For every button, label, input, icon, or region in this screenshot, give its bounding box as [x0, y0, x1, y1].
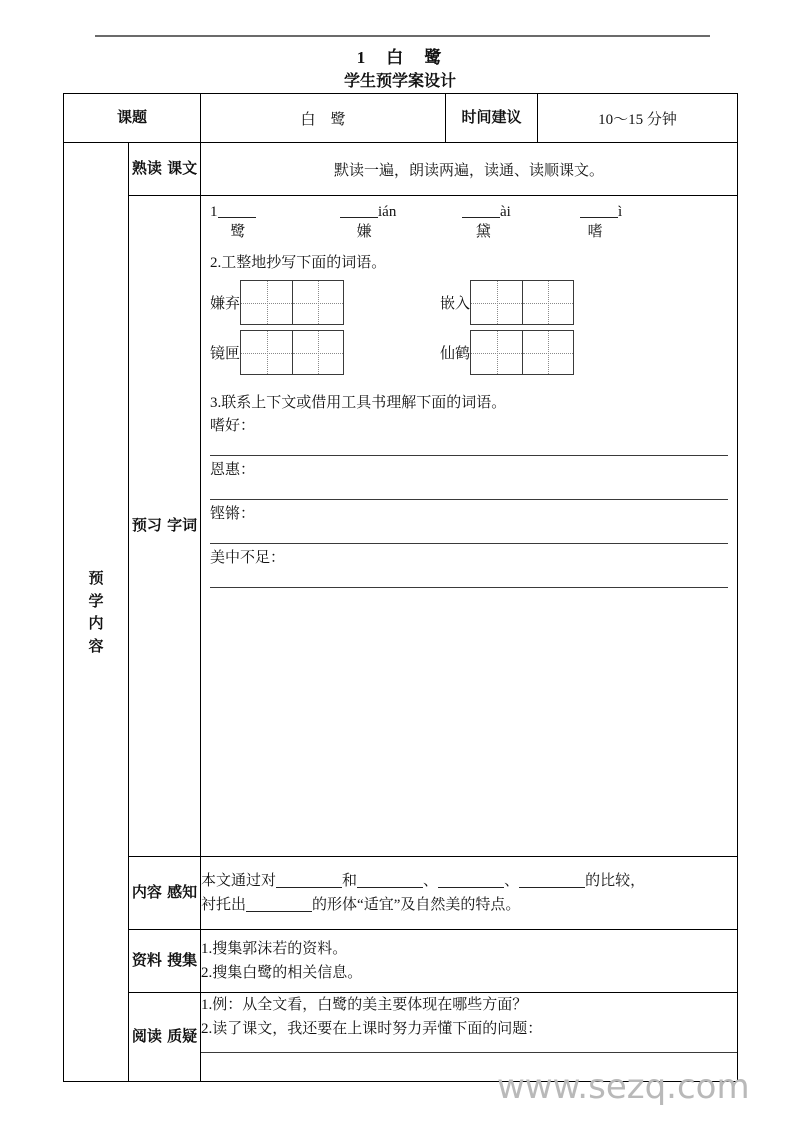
- vocabulary-answer-line-2[interactable]: [210, 543, 728, 544]
- cs-blank-0[interactable]: [276, 887, 342, 888]
- row-label-read-aloud: [129, 143, 201, 196]
- watermark: www.sezq.com: [497, 1067, 750, 1107]
- pinyin-exercise: [201, 196, 737, 276]
- table-row-content-sense: [64, 857, 738, 930]
- pinyin-char-1: 嫌: [356, 223, 372, 240]
- vocabulary-item-3: [210, 546, 728, 588]
- pinyin-char-0: 鹭: [230, 223, 246, 240]
- pinyin-item-0: [210, 204, 256, 240]
- cs-text-d: 、: [504, 872, 520, 889]
- page-title: 1 白 鹭: [356, 48, 444, 67]
- tianzige-cell[interactable]: [241, 331, 292, 374]
- content-sense-content: [201, 857, 738, 930]
- cs-text-c: 、: [423, 872, 439, 889]
- copy-word-label-0: 嫌弃: [210, 296, 241, 312]
- section-label-preview-content: [64, 143, 129, 1082]
- read-aloud-instruction: 默读一遍，朗读两遍，读通、读顺课文。: [201, 143, 738, 196]
- tianzige-cell[interactable]: [292, 281, 343, 324]
- vocabulary-content: [201, 196, 738, 857]
- vocabulary-term-1: 恩惠：: [210, 462, 256, 478]
- tianzige-cell[interactable]: [292, 331, 343, 374]
- vocabulary-term-0: 嗜好：: [210, 418, 256, 434]
- row-label-line-0: 熟读: [131, 159, 162, 178]
- copy-word-1: [440, 280, 574, 325]
- cs-text-b: 和: [342, 872, 358, 889]
- copy-word-3: [440, 330, 574, 375]
- task1-number: 1: [210, 204, 218, 220]
- row-label-line-1: 字词: [167, 516, 198, 535]
- section-label-char-0: 预: [88, 569, 104, 587]
- worksheet-table: [63, 93, 738, 1082]
- task3-instruction: 3.联系上下文或借用工具书理解下面的词语。: [210, 395, 507, 411]
- pinyin-blank-1[interactable]: [340, 217, 378, 218]
- copy-word-row-0: [210, 280, 728, 330]
- vocabulary-answer-line-1[interactable]: [210, 499, 728, 500]
- vocabulary-item-1: [210, 458, 728, 500]
- row-label-line-1: 质疑: [167, 1027, 198, 1046]
- section-label-char-2: 内: [88, 614, 104, 632]
- pinyin-char-2: 黛: [475, 223, 491, 240]
- reading-question-answer-line[interactable]: [201, 1052, 737, 1053]
- header-divider: [95, 35, 710, 37]
- vocabulary-item-0: [210, 414, 728, 456]
- pinyin-item-3: [580, 204, 622, 240]
- material-item-1: 2.搜集白鹭的相关信息。: [201, 965, 363, 981]
- material-item-0: 1.搜集郭沫若的资料。: [201, 940, 348, 957]
- topic-value: 白 鹭: [201, 94, 446, 143]
- reading-question-item-1: 2.读了课文，我还要在上课时努力弄懂下面的问题：: [201, 1021, 543, 1038]
- row-label-content-sense: [129, 857, 201, 930]
- tianzige-cell[interactable]: [471, 281, 522, 324]
- row-label-line-1: 课文: [167, 159, 198, 178]
- vocabulary-term-2: 铿锵：: [210, 506, 256, 522]
- pinyin-text-1: ián: [378, 204, 397, 220]
- copy-word-row-1: [210, 330, 728, 380]
- vocabulary-term-3: 美中不足：: [210, 550, 286, 566]
- pinyin-text-2: ài: [500, 204, 511, 220]
- copy-word-0: [210, 280, 344, 325]
- row-label-line-0: 预习: [131, 516, 162, 535]
- topic-label: 课题: [64, 94, 201, 143]
- copy-word-label-2: 镜匣: [210, 346, 241, 362]
- table-row-read-aloud: [64, 143, 738, 196]
- cs-blank-3[interactable]: [519, 887, 585, 888]
- pinyin-text-3: ì: [618, 204, 623, 220]
- row-label-line-0: 内容: [131, 883, 162, 902]
- tianzige-grid-0[interactable]: [240, 280, 344, 325]
- vocabulary-definitions: [201, 386, 737, 596]
- pinyin-row: [210, 204, 728, 248]
- vocabulary-answer-line-3[interactable]: [210, 587, 728, 588]
- copy-word-label-1: 嵌入: [440, 296, 471, 312]
- row-label-line-0: 阅读: [131, 1027, 162, 1046]
- time-label: 时间建议: [446, 94, 538, 143]
- pinyin-top-0: [210, 204, 256, 221]
- row-label-reading-question: [129, 993, 201, 1082]
- tianzige-cell[interactable]: [241, 281, 292, 324]
- pinyin-item-1: [340, 204, 396, 240]
- cs-text-e: 的比较，: [585, 872, 646, 889]
- cs-blank-4[interactable]: [246, 911, 312, 912]
- pinyin-top-2: [462, 204, 511, 221]
- cs-text-a: 本文通过对: [201, 872, 277, 889]
- row-label-vocabulary: [129, 196, 201, 857]
- page-subtitle: 学生预学案设计: [343, 71, 456, 90]
- time-value: 10～15 分钟: [538, 94, 738, 143]
- tianzige-grid-1[interactable]: [470, 280, 574, 325]
- copy-word-grids: [201, 276, 737, 386]
- table-row-vocabulary: [64, 196, 738, 857]
- tianzige-cell[interactable]: [522, 281, 573, 324]
- cs-blank-1[interactable]: [357, 887, 423, 888]
- tianzige-grid-2[interactable]: [240, 330, 344, 375]
- table-row-material-collection: [64, 930, 738, 993]
- cs-blank-2[interactable]: [438, 887, 504, 888]
- copy-word-label-3: 仙鹤: [440, 346, 471, 362]
- pinyin-top-1: [340, 204, 396, 221]
- row-label-line-1: 搜集: [167, 951, 198, 970]
- tianzige-cell[interactable]: [522, 331, 573, 374]
- pinyin-char-3: 嗜: [587, 223, 603, 240]
- task2-instruction: 2.工整地抄写下面的词语。: [210, 255, 387, 271]
- row-label-line-0: 资料: [131, 951, 162, 970]
- material-collection-content: [201, 930, 738, 993]
- pinyin-blank-3[interactable]: [580, 217, 618, 218]
- content-sense-paragraph: [201, 869, 737, 918]
- copy-word-2: [210, 330, 344, 375]
- table-row-info: [64, 94, 738, 143]
- tianzige-cell[interactable]: [471, 331, 522, 374]
- vocabulary-item-2: [210, 502, 728, 544]
- pinyin-top-3: [580, 204, 622, 221]
- pinyin-blank-2[interactable]: [462, 217, 500, 218]
- reading-question-item-0: 1.例：从全文看，白鹭的美主要体现在哪些方面？: [201, 997, 528, 1013]
- cs-text-g: 的形体“适宜”及自然美的特点。: [312, 897, 521, 913]
- row-label-material-collection: [129, 930, 201, 993]
- row-label-line-1: 感知: [167, 883, 198, 902]
- section-label-char-3: 容: [88, 636, 104, 655]
- cs-text-f: 衬托出: [201, 897, 247, 913]
- vocabulary-answer-line-0[interactable]: [210, 455, 728, 456]
- pinyin-blank-0[interactable]: [218, 217, 256, 218]
- tianzige-grid-3[interactable]: [470, 330, 574, 375]
- section-label-char-1: 学: [88, 591, 104, 610]
- pinyin-item-2: [462, 204, 511, 240]
